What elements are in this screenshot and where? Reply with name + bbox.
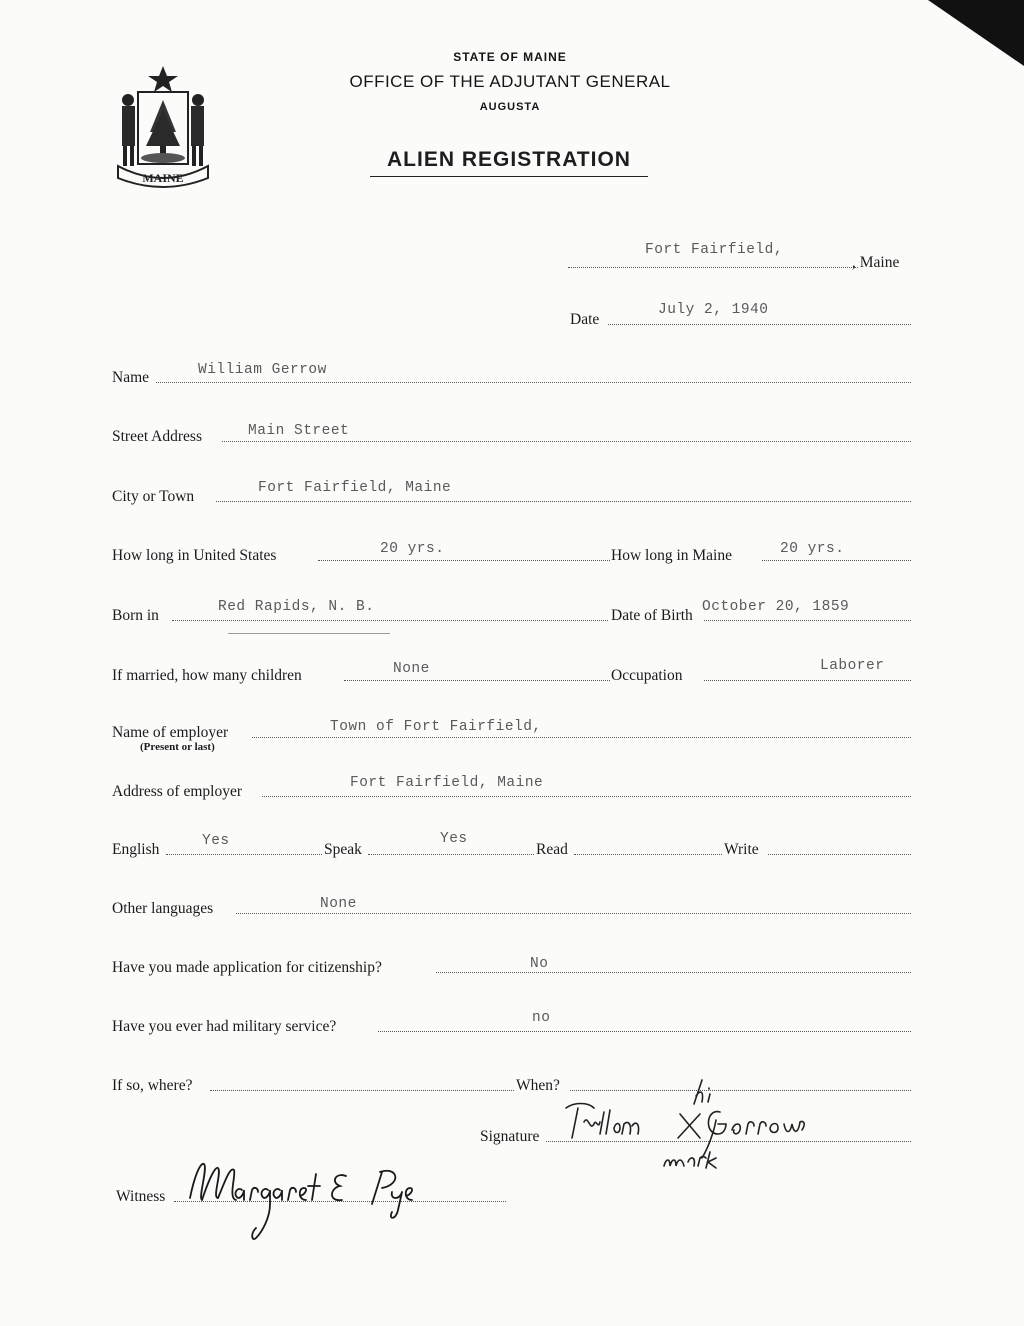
us-duration-line — [318, 560, 610, 561]
military-value[interactable]: no — [532, 1010, 551, 1026]
name-label: Name — [112, 369, 150, 386]
name-value[interactable]: William Gerrow — [198, 362, 327, 378]
maine-duration-label: How long in Maine — [611, 547, 732, 564]
signature-mark-drawing — [554, 1072, 864, 1172]
date-label: Date — [570, 311, 600, 328]
witness-handwriting[interactable] — [184, 1148, 474, 1253]
born-in-underline-mark — [228, 633, 390, 634]
speak-label: Speak — [324, 841, 362, 858]
street-value[interactable]: Main Street — [248, 423, 350, 439]
location-state-label: , Maine — [852, 254, 900, 271]
us-duration-label: How long in United States — [112, 547, 277, 564]
english-value[interactable]: Yes — [202, 833, 230, 849]
children-line — [344, 680, 610, 681]
maine-duration-value[interactable]: 20 yrs. — [780, 541, 845, 557]
employer-value[interactable]: Town of Fort Fairfield, — [330, 719, 542, 735]
location-value[interactable]: Fort Fairfield, — [645, 242, 784, 258]
signature-handwriting[interactable] — [554, 1072, 864, 1177]
signature-label: Signature — [480, 1128, 540, 1145]
military-label: Have you ever had military service? — [112, 1018, 337, 1035]
employer-label: Name of employer — [112, 724, 229, 741]
children-value[interactable]: None — [393, 661, 430, 677]
header-city: AUGUSTA — [479, 101, 541, 113]
other-languages-line — [236, 913, 911, 914]
born-in-line — [172, 620, 608, 621]
name-line — [156, 382, 911, 383]
speak-value[interactable]: Yes — [440, 831, 468, 847]
employer-sublabel: (Present or last) — [140, 741, 215, 753]
occupation-label: Occupation — [611, 667, 683, 684]
employer-address-label: Address of employer — [112, 783, 242, 800]
military-line — [378, 1031, 911, 1032]
dob-value[interactable]: October 20, 1859 — [702, 599, 850, 615]
header-office: OFFICE OF THE ADJUTANT GENERAL — [349, 72, 671, 91]
form-title: ALIEN REGISTRATION — [370, 148, 648, 177]
street-label: Street Address — [112, 428, 202, 445]
location-line — [568, 267, 858, 268]
seal-banner-text: MAINE — [142, 171, 184, 185]
maine-state-seal — [108, 62, 218, 192]
citizenship-label: Have you made application for citizenship? — [112, 959, 382, 976]
street-line — [222, 441, 911, 442]
witness-label: Witness — [116, 1188, 166, 1205]
maine-duration-line — [762, 560, 911, 561]
where-label: If so, where? — [112, 1077, 193, 1094]
citizenship-line — [436, 972, 911, 973]
scan-corner-fold — [928, 0, 1024, 66]
date-value[interactable]: July 2, 1940 — [658, 302, 769, 318]
city-line — [216, 501, 911, 502]
english-label: English — [112, 841, 160, 858]
employer-address-value[interactable]: Fort Fairfield, Maine — [350, 775, 544, 791]
where-line — [210, 1090, 514, 1091]
when-label: When? — [516, 1077, 560, 1094]
born-in-value[interactable]: Red Rapids, N. B. — [218, 599, 375, 615]
employer-address-line — [262, 796, 911, 797]
born-in-label: Born in — [112, 607, 159, 624]
date-line — [608, 324, 911, 325]
us-duration-value[interactable]: 20 yrs. — [380, 541, 445, 557]
dob-label: Date of Birth — [611, 607, 693, 624]
write-line — [768, 854, 911, 855]
children-label: If married, how many children — [112, 667, 302, 684]
english-line — [166, 854, 322, 855]
city-label: City or Town — [112, 488, 195, 505]
read-line — [574, 854, 722, 855]
speak-line — [368, 854, 534, 855]
other-languages-label: Other languages — [112, 900, 214, 917]
occupation-line — [704, 680, 911, 681]
read-label: Read — [536, 841, 568, 858]
dob-line — [704, 620, 911, 621]
witness-signature-drawing — [184, 1148, 474, 1248]
employer-line — [252, 737, 911, 738]
citizenship-value[interactable]: No — [530, 956, 549, 972]
other-languages-value[interactable]: None — [320, 896, 357, 912]
occupation-value[interactable]: Laborer — [820, 658, 885, 674]
write-label: Write — [724, 841, 759, 858]
city-value[interactable]: Fort Fairfield, Maine — [258, 480, 452, 496]
header-state: STATE OF MAINE — [453, 50, 567, 64]
